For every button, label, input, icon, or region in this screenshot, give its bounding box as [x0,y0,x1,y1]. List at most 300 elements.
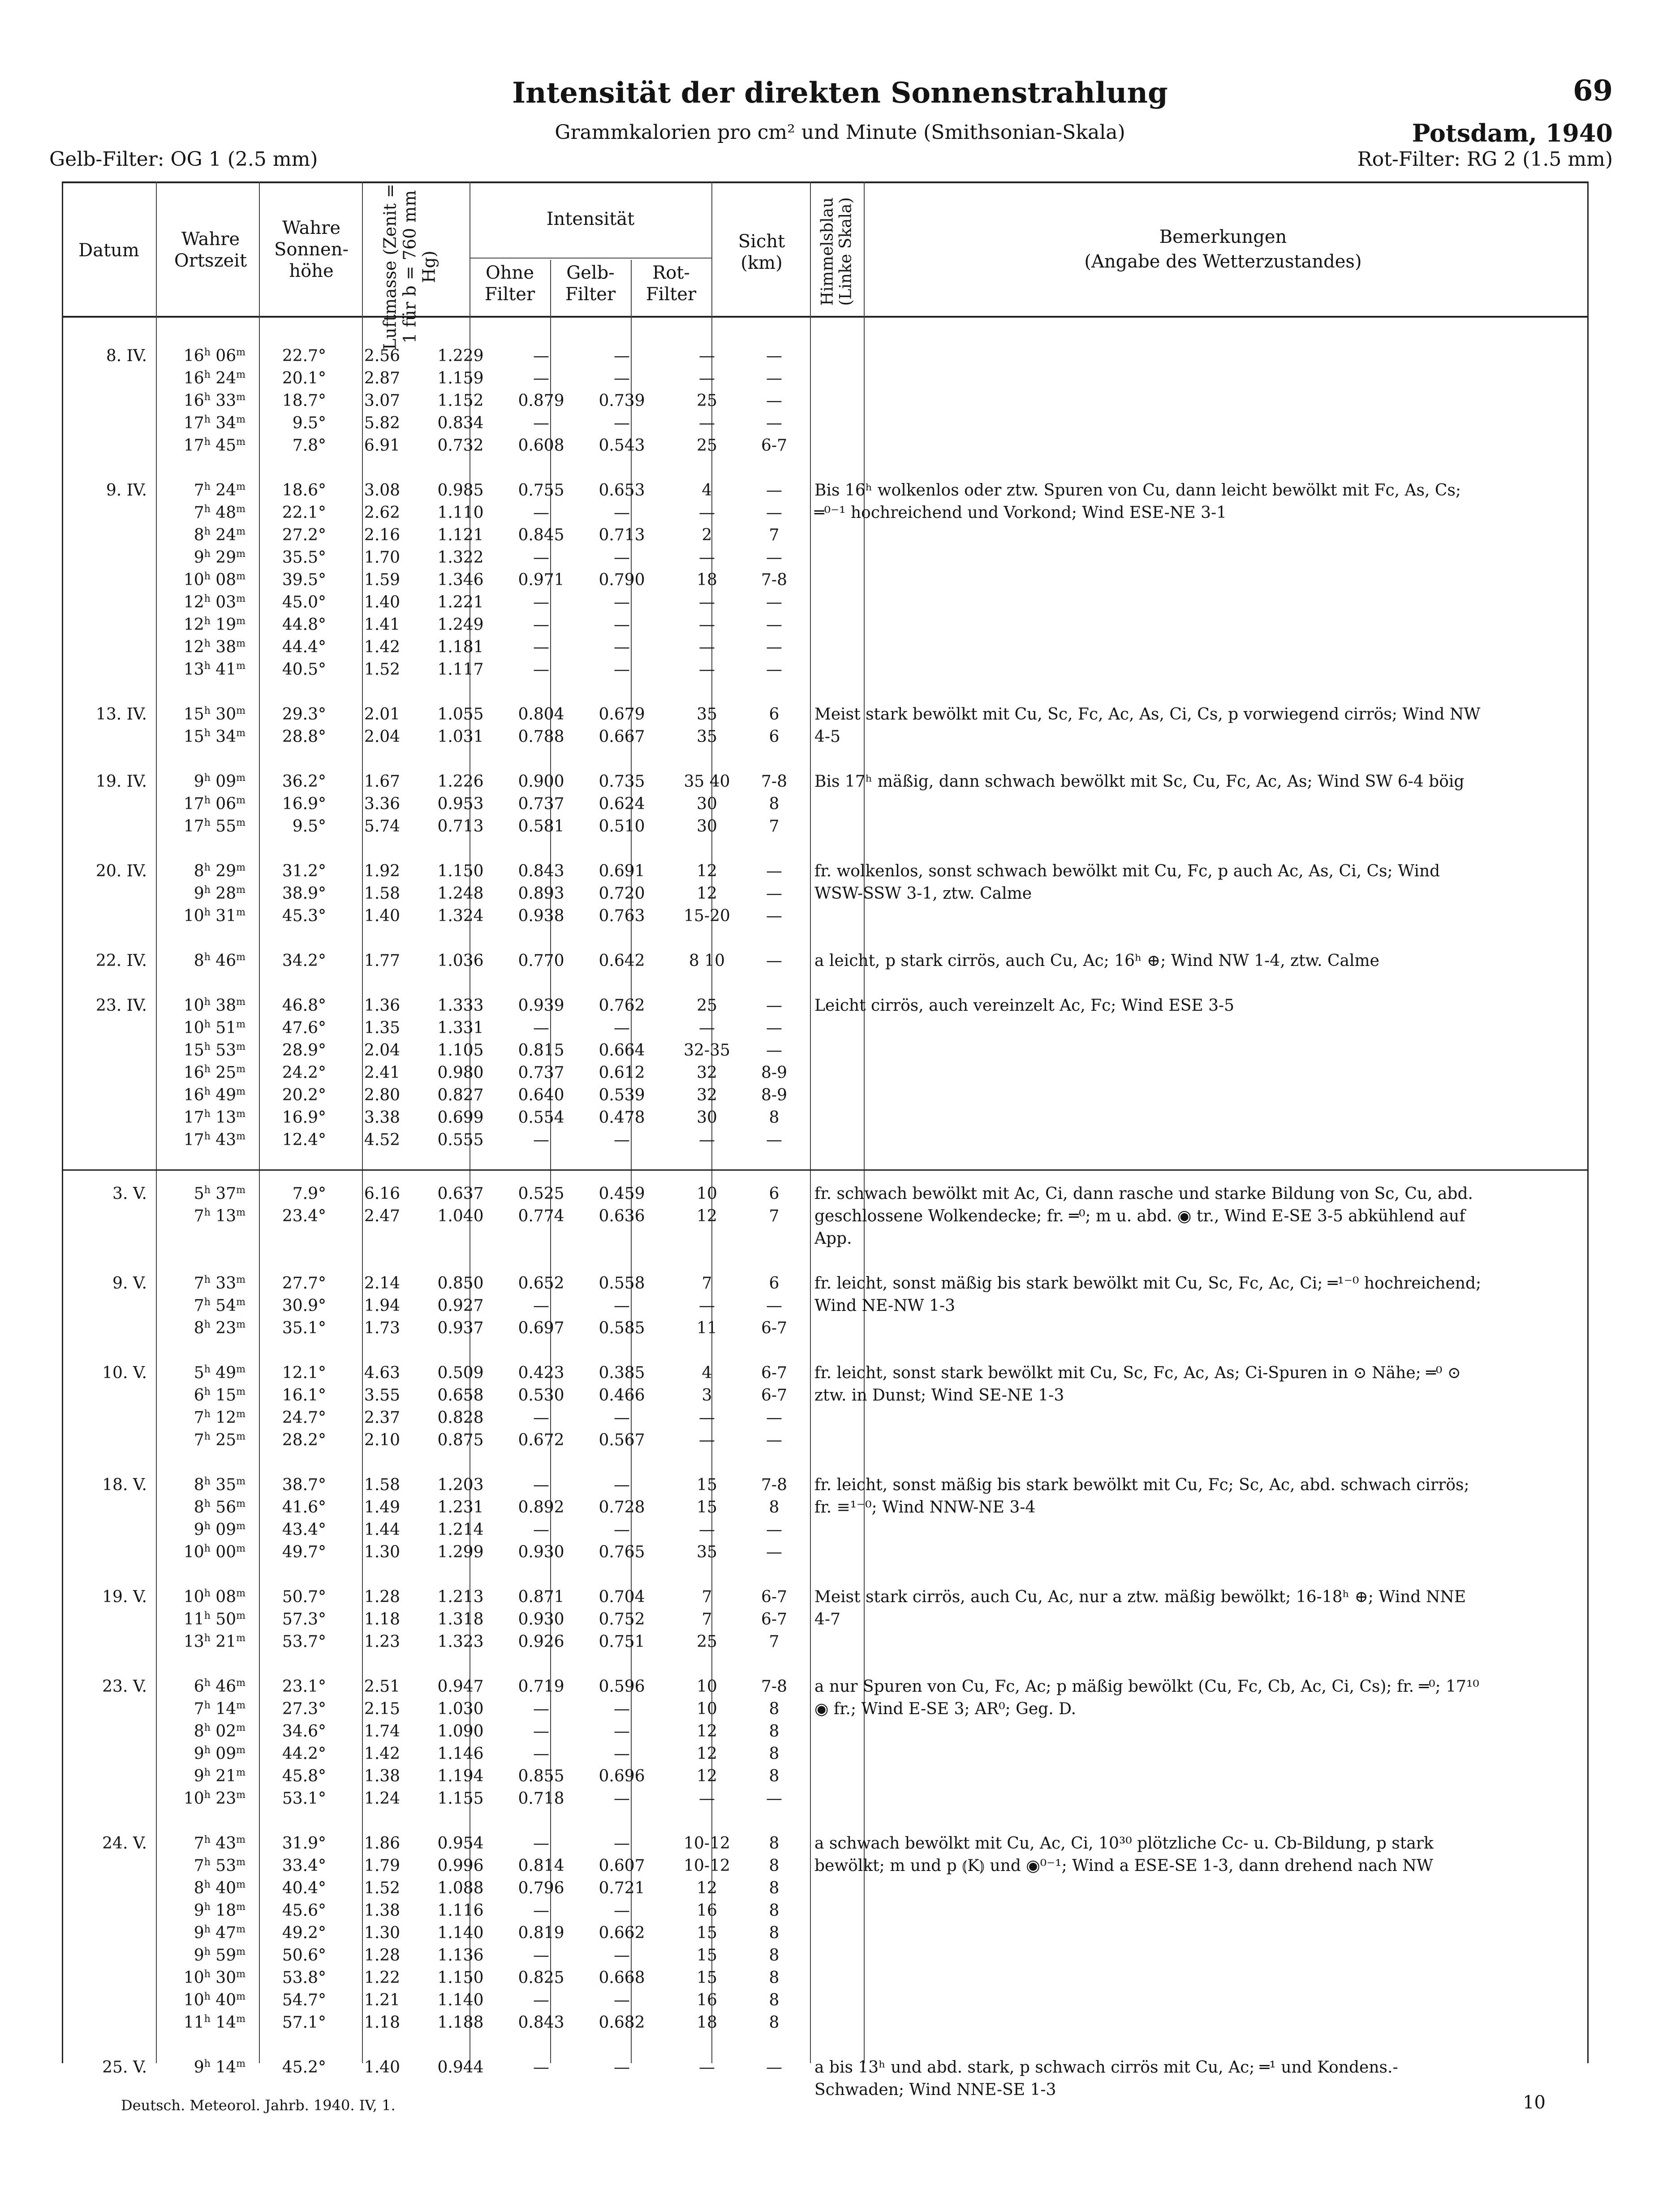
altitude-cell: 24.2° [282,1064,326,1082]
hour-mark: h [204,1185,211,1196]
remark-text: fr. wolkenlos, sonst schwach bewölkt mit Cu, Fc, p auch Ac, As, Ci, Cs; Wind WSW-SSW 3-1, ztw. Calme [814,862,1440,903]
sky-blue-cell: — [766,862,782,880]
date-cell: 10. V. [102,1364,147,1382]
no-filter-cell: 1.181 [437,638,484,656]
airmass-cell: 4.63 [364,1364,401,1382]
airmass-cell: 2.62 [364,504,401,522]
hour-mark: h [204,1946,211,1957]
visibility-cell: — [699,1019,715,1037]
time-cell: 12$^h$ 19$^m$ [183,616,246,634]
remark-text [797,345,1504,457]
visibility-cell: 16 [697,1901,717,1920]
time-cell: 9$^h$ 59$^m$ [194,1946,246,1965]
no-filter-column [420,1586,501,1653]
sky-blue-cell: 8 [769,1722,780,1741]
time-cell: 9$^h$ 29$^m$ [194,548,246,567]
no-filter-cell: 1.226 [437,772,484,791]
no-filter-column [420,1676,501,1810]
sky-blue-column [752,345,797,457]
visibility-cell: 12 [697,1879,717,1897]
altitude-cell: 16.9° [282,1108,326,1127]
red-filter-cell: — [614,1745,630,1763]
time-cell: 6$^h$ 15$^m$ [194,1386,246,1405]
airmass-cell: 1.42 [364,1745,401,1763]
airmass-column [344,703,420,748]
sky-blue-column [752,2056,797,2101]
time-cell: 7$^h$ 48$^m$ [194,504,246,522]
hour-mark: h [204,1319,211,1330]
altitude-cell: 18.7° [282,392,326,410]
visibility-column [662,1183,752,1250]
red-filter-column [582,1272,662,1340]
visibility-cell: — [699,1297,715,1315]
yellow-filter-label: Gelb-Filter: OG 1 (2.5 mm) [49,148,318,171]
airmass-cell: 1.40 [364,907,401,925]
no-filter-cell: 0.732 [437,436,484,455]
minute-mark: m [236,1521,246,1532]
time-cell: 10$^h$ 00$^m$ [183,1543,246,1561]
date-cell: 22. IV. [95,952,147,970]
hour-mark: h [204,369,211,380]
altitude-column [246,950,344,972]
sky-blue-cell: — [766,638,782,656]
observation-group [62,1676,1587,1810]
hour-mark: h [204,1901,211,1913]
hour-mark: h [204,1207,211,1218]
red-filter-cell: — [614,1700,630,1718]
airmass-cell: 1.74 [364,1722,401,1741]
no-filter-cell: 1.203 [437,1476,484,1494]
minute-mark: m [236,660,246,672]
red-filter-cell: — [614,1131,630,1149]
time-cell: 9$^h$ 28$^m$ [194,884,246,903]
visibility-cell: 7 [702,1588,712,1606]
minute-mark: m [236,1476,246,1487]
sky-blue-cell: 8 [769,1991,780,2009]
remark-text: Bis 17ʰ mäßig, dann schwach bewölkt mit Sc, Cu, Fc, Ac, As; Wind SW 6-4 böig [814,772,1465,791]
sky-blue-cell: 8 [769,1857,780,1875]
date-cell: 24. V. [102,1834,147,1853]
no-filter-cell: 0.850 [437,1274,484,1293]
minute-mark: m [236,1969,246,1980]
no-filter-cell: 1.299 [437,1543,484,1561]
altitude-cell: 23.1° [282,1677,326,1696]
airmass-cell: 5.74 [364,817,401,836]
time-cell: 10$^h$ 31$^m$ [183,907,246,925]
observation-group [62,1272,1587,1340]
date-cell: 25. V. [102,2058,147,2077]
altitude-cell: 49.2° [282,1924,326,1942]
airmass-cell: 1.30 [364,1543,401,1561]
yellow-filter-cell: — [533,1521,549,1539]
visibility-cell: 12 [697,1722,717,1741]
yellow-filter-cell: — [533,1946,549,1965]
time-column [156,345,246,457]
airmass-cell: 1.79 [364,1857,401,1875]
yellow-filter-cell: 0.892 [518,1498,564,1517]
time-cell: 8$^h$ 56$^m$ [194,1498,246,1517]
no-filter-cell: 0.834 [437,414,484,432]
time-cell: 10$^h$ 08$^m$ [183,571,246,589]
data-table-body [62,345,1587,2124]
time-cell: 5$^h$ 49$^m$ [194,1364,246,1382]
hour-mark: h [204,616,211,627]
hour-mark: h [204,660,211,672]
col-header-ortszeit: Wahre Ortszeit [174,229,247,271]
time-cell: 15$^h$ 34$^m$ [183,728,246,746]
altitude-column [246,1586,344,1653]
sky-blue-cell: — [766,660,782,679]
time-column [156,1183,246,1250]
time-cell: 13$^h$ 21$^m$ [183,1633,246,1651]
time-cell: 9$^h$ 09$^m$ [194,772,246,791]
visibility-column [662,703,752,748]
time-column [156,703,246,748]
visibility-cell: 15 [697,1969,717,1987]
airmass-cell: 1.52 [364,660,401,679]
airmass-cell: 3.38 [364,1108,401,1127]
airmass-cell: 1.58 [364,884,401,903]
yellow-filter-cell: — [533,347,549,365]
hour-mark: h [204,772,211,784]
no-filter-column [420,771,501,838]
airmass-cell: 2.47 [364,1207,401,1225]
visibility-cell: 10-12 [684,1834,730,1853]
airmass-cell: 1.38 [364,1767,401,1785]
red-filter-column [582,703,662,748]
remark-text: fr. leicht, sonst stark bewölkt mit Cu, Sc, Fc, Ac, As; Ci-Spuren in ⊙ Nähe; ═⁰ ⊙ ztw. in Dunst; Wind SE-NE 1-3 [814,1364,1461,1405]
red-filter-cell: — [614,1297,630,1315]
airmass-column [344,479,420,681]
minute-mark: m [236,2013,246,2025]
visibility-cell: 8 10 [689,952,725,970]
altitude-cell: 45.2° [282,2058,326,2077]
red-filter-cell: 0.668 [599,1969,645,1987]
hour-mark: h [204,1019,211,1030]
no-filter-cell: 0.875 [437,1431,484,1449]
yellow-filter-cell: 0.554 [518,1108,564,1127]
airmass-column [344,995,420,1151]
no-filter-cell: 1.333 [437,996,484,1015]
observation-group [62,703,1587,748]
altitude-cell: 12.4° [282,1131,326,1149]
airmass-cell: 3.55 [364,1386,401,1405]
sky-blue-column [752,1474,797,1564]
time-cell: 10$^h$ 30$^m$ [183,1969,246,1987]
yellow-filter-column [501,479,582,681]
no-filter-column [420,2056,501,2101]
hour-mark: h [204,526,211,537]
no-filter-column [420,1832,501,2034]
yellow-filter-cell: — [533,1991,549,2009]
visibility-cell: 10 [697,1700,717,1718]
yellow-filter-cell: 0.971 [518,571,564,589]
observation-group [62,950,1587,972]
red-filter-cell: 0.728 [599,1498,645,1517]
airmass-cell: 1.30 [364,1924,401,1942]
no-filter-cell: 0.947 [437,1677,484,1696]
yellow-filter-cell: — [533,1409,549,1427]
yellow-filter-cell: 0.938 [518,907,564,925]
time-cell: 12$^h$ 03$^m$ [183,593,246,612]
airmass-column [344,1362,420,1452]
date-cell: 9. V. [112,1274,147,1293]
time-column [156,950,246,972]
yellow-filter-cell: 0.893 [518,884,564,903]
time-cell: 16$^h$ 24$^m$ [183,369,246,388]
minute-mark: m [236,1086,246,1097]
hour-mark: h [204,1521,211,1532]
airmass-cell: 2.14 [364,1274,401,1293]
sky-blue-cell: — [766,996,782,1015]
sky-blue-cell: — [766,1431,782,1449]
yellow-filter-cell: 0.737 [518,795,564,813]
date-cell: 18. V. [102,1476,147,1494]
no-filter-cell: 1.248 [437,884,484,903]
visibility-column [662,1272,752,1340]
airmass-cell: 1.70 [364,548,401,567]
no-filter-cell: 0.713 [437,817,484,836]
visibility-cell: 25 [697,1633,717,1651]
minute-mark: m [236,392,246,403]
visibility-cell: 12 [697,862,717,880]
hour-mark: h [204,1041,211,1052]
observation-group [62,1586,1587,1653]
no-filter-column [420,1362,501,1452]
hour-mark: h [204,1108,211,1120]
airmass-cell: 1.44 [364,1521,401,1539]
airmass-cell: 1.40 [364,593,401,612]
yellow-filter-cell: — [533,1297,549,1315]
red-filter-cell: 0.735 [599,772,645,791]
altitude-column [246,860,344,927]
sky-blue-cell: 8 [769,1108,780,1127]
hour-mark: h [204,1431,211,1442]
red-filter-column [582,345,662,457]
no-filter-cell: 1.140 [437,1991,484,2009]
sky-blue-cell: 8 [769,1969,780,1987]
time-cell: 7$^h$ 24$^m$ [194,481,246,500]
altitude-cell: 35.1° [282,1319,326,1337]
remark-text: a leicht, p stark cirrös, auch Cu, Ac; 16ʰ ⊕; Wind NW 1-4, ztw. Calme [814,952,1379,970]
remark-text: Meist stark cirrös, auch Cu, Ac, nur a ztw. mäßig bewölkt; 16-18ʰ ⊕; Wind NNE 4-7 [814,1588,1466,1629]
visibility-column [662,860,752,927]
time-column [156,479,246,681]
red-filter-cell: 0.713 [599,526,645,544]
col-header-ohne: Ohne Filter [484,263,535,305]
date-column [62,1474,156,1564]
altitude-cell: 16.9° [282,795,326,813]
yellow-filter-cell: 0.796 [518,1879,564,1897]
altitude-cell: 36.2° [282,772,326,791]
red-filter-cell: 0.667 [599,728,645,746]
red-filter-cell: 0.720 [599,884,645,903]
yellow-filter-cell: 0.672 [518,1431,564,1449]
sky-blue-column [752,1272,797,1340]
time-cell: 11$^h$ 50$^m$ [183,1610,246,1629]
yellow-filter-cell: — [533,1476,549,1494]
visibility-cell: 2 [702,526,712,544]
no-filter-cell: 1.036 [437,952,484,970]
yellow-filter-column [501,345,582,457]
sky-blue-cell: — [766,481,782,500]
sky-blue-cell: 6-7 [761,1386,787,1405]
col-header-sonnenhoehe: Wahre Sonnen-höhe [274,218,349,281]
observation-group [62,479,1587,681]
red-filter-column [582,1474,662,1564]
visibility-cell: 7 [702,1610,712,1629]
intensity-subdivider [470,258,711,259]
remark-text: a nur Spuren von Cu, Fc, Ac; p mäßig bewölkt (Cu, Fc, Cb, Ac, Ci, Cs); fr. ═⁰; 17¹⁰ ◉ fr.; Wind E-SE 3; AR⁰; Geg. D. [814,1677,1479,1718]
minute-mark: m [236,817,246,828]
sky-blue-cell: 8 [769,1767,780,1785]
hour-mark: h [204,1543,211,1554]
no-filter-cell: 1.188 [437,2013,484,2032]
airmass-column [344,2056,420,2101]
red-filter-cell: 0.596 [599,1677,645,1696]
airmass-cell: 1.18 [364,1610,401,1629]
time-cell: 17$^h$ 06$^m$ [183,795,246,813]
yellow-filter-cell: 0.525 [518,1185,564,1203]
time-cell: 17$^h$ 43$^m$ [183,1131,246,1149]
date-column [62,1832,156,2034]
red-filter-cell: 0.558 [599,1274,645,1293]
no-filter-cell: 1.213 [437,1588,484,1606]
visibility-cell: — [699,616,715,634]
altitude-column [246,1272,344,1340]
visibility-cell: — [699,1521,715,1539]
altitude-cell: 34.2° [282,952,326,970]
yellow-filter-column [501,1362,582,1452]
hour-mark: h [204,1745,211,1756]
altitude-cell: 44.8° [282,616,326,634]
airmass-column [344,1183,420,1250]
visibility-cell: 32 [697,1086,717,1104]
visibility-cell: 12 [697,884,717,903]
time-cell: 11$^h$ 14$^m$ [183,2013,246,2032]
sky-blue-cell: 7 [769,1633,780,1651]
hour-mark: h [204,481,211,492]
minute-mark: m [236,1386,246,1397]
yellow-filter-cell: — [533,660,549,679]
airmass-cell: 4.52 [364,1131,401,1149]
visibility-cell: 15-20 [684,907,730,925]
date-column [62,1676,156,1810]
yellow-filter-cell: — [533,548,549,567]
altitude-cell: 40.4° [282,1879,326,1897]
visibility-cell: 35 [697,728,717,746]
altitude-cell: 35.5° [282,548,326,567]
minute-mark: m [236,1745,246,1756]
hour-mark: h [204,817,211,828]
time-cell: 8$^h$ 40$^m$ [194,1879,246,1897]
time-cell: 10$^h$ 23$^m$ [183,1789,246,1808]
sky-blue-cell: — [766,504,782,522]
red-filter-cell: — [614,593,630,612]
visibility-cell: — [699,1131,715,1149]
yellow-filter-cell: — [533,1834,549,1853]
airmass-cell: 2.37 [364,1409,401,1427]
airmass-cell: 1.92 [364,862,401,880]
airmass-cell: 3.07 [364,392,401,410]
sky-blue-cell: 7 [769,526,780,544]
hour-mark: h [204,1789,211,1801]
yellow-filter-cell: 0.819 [518,1924,564,1942]
no-filter-cell: 1.117 [437,660,484,679]
time-cell: 17$^h$ 13$^m$ [183,1108,246,1127]
observation-group [62,1362,1587,1452]
no-filter-column [420,1183,501,1250]
observation-group [62,771,1587,838]
col-header-bemerkungen: Bemerkungen [1159,227,1287,247]
red-filter-cell: 0.567 [599,1431,645,1449]
red-filter-cell: 0.585 [599,1319,645,1337]
red-filter-cell: 0.478 [599,1108,645,1127]
time-cell: 7$^h$ 53$^m$ [194,1857,246,1875]
hour-mark: h [204,1633,211,1644]
yellow-filter-column [501,771,582,838]
red-filter-cell: — [614,638,630,656]
no-filter-cell: 1.229 [437,347,484,365]
yellow-filter-cell: 0.755 [518,481,564,500]
time-cell: 5$^h$ 37$^m$ [194,1185,246,1203]
yellow-filter-column [501,1832,582,2034]
altitude-cell: 57.1° [282,2013,326,2032]
minute-mark: m [236,1677,246,1689]
remark-text: Bis 16ʰ wolkenlos oder ztw. Spuren von Cu, dann leicht bewölkt mit Fc, As, Cs; ═⁰⁻¹ hochreichend und Vorkond; Wind ESE-NE 3-1 [814,481,1461,522]
airmass-cell: 2.04 [364,1041,401,1060]
no-filter-cell: 1.150 [437,862,484,880]
red-filter-cell: — [614,660,630,679]
date-cell: 9. IV. [106,481,147,500]
minute-mark: m [236,1498,246,1509]
altitude-column [246,479,344,681]
red-filter-cell: 0.543 [599,436,645,455]
red-filter-cell: 0.762 [599,996,645,1015]
visibility-column [662,1362,752,1452]
red-filter-cell: 0.636 [599,1207,645,1225]
yellow-filter-cell: — [533,638,549,656]
altitude-cell: 27.7° [282,1274,326,1293]
sky-blue-cell: — [766,369,782,388]
time-column [156,1474,246,1564]
hour-mark: h [204,1364,211,1375]
yellow-filter-cell: — [533,1722,549,1741]
sky-blue-cell: 7-8 [761,772,787,791]
visibility-column [662,771,752,838]
yellow-filter-cell: — [533,504,549,522]
no-filter-cell: 0.699 [437,1108,484,1127]
visibility-column [662,995,752,1151]
hour-mark: h [204,1409,211,1420]
no-filter-cell: 0.509 [437,1364,484,1382]
time-column [156,860,246,927]
airmass-cell: 1.28 [364,1588,401,1606]
no-filter-cell: 0.953 [437,795,484,813]
hour-mark: h [204,1767,211,1778]
altitude-cell: 34.6° [282,1722,326,1741]
altitude-column [246,2056,344,2101]
sky-blue-cell: 8 [769,1946,780,1965]
no-filter-cell: 1.221 [437,593,484,612]
hour-mark: h [204,1879,211,1890]
minute-mark: m [236,1722,246,1733]
no-filter-cell: 1.324 [437,907,484,925]
minute-mark: m [236,526,246,537]
hour-mark: h [204,952,211,963]
sky-blue-cell: 8 [769,795,780,813]
visibility-cell: 30 [697,1108,717,1127]
